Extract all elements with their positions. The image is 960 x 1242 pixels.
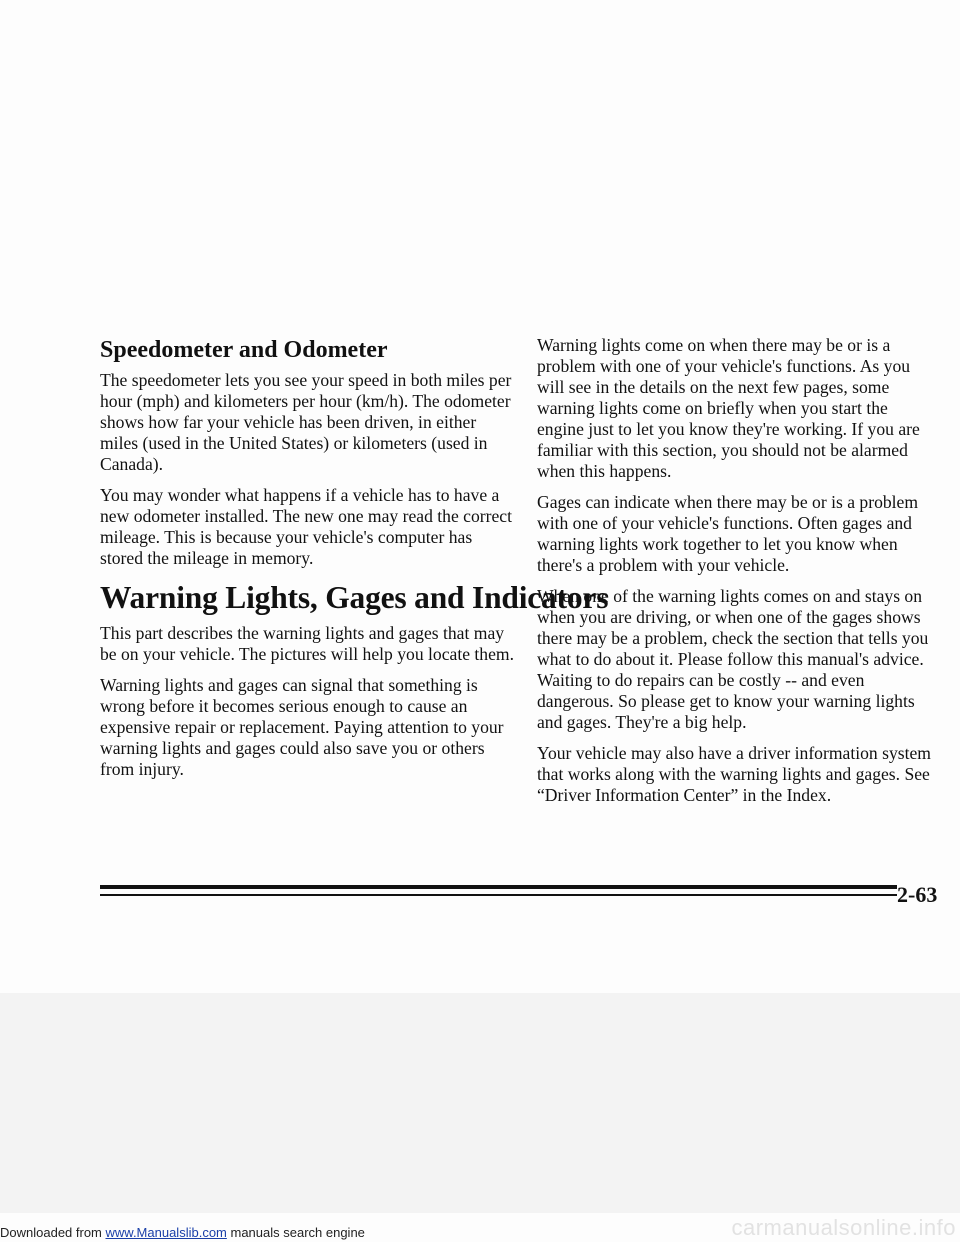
warning-paragraph-2: Warning lights and gages can signal that something is wrong before it becomes serious enough to cause an expensive repair or replacement. Paying attention to your warning lights and gages could also save you or others from injury.	[100, 675, 504, 779]
page-number: 2-63	[897, 882, 938, 907]
speedometer-heading: Speedometer and Odometer	[100, 337, 388, 363]
speedometer-paragraph-1: The speedometer lets you see your speed in both miles per hour (mph) and kilometers per hour (km/h). The odometer shows how far your vehicle has been driven, in either miles (used in the United States) or kilometers (used in Canada).	[100, 370, 512, 474]
manualslib-link[interactable]: www.Manualslib.com	[105, 1225, 227, 1240]
warning-paragraph-1: This part describes the warning lights and gages that may be on your vehicle. The pictures will help you locate them.	[100, 623, 514, 664]
left-column	[100, 335, 609, 790]
right-column	[537, 335, 932, 816]
watermark-text: carmanualsonline.info	[731, 1215, 956, 1240]
warning-lights-heading: Warning Lights, Gages and Indicators	[100, 580, 609, 615]
right-paragraph-4: Your vehicle may also have a driver information system that works along with the warning lights and gages. See “Driver Information Center” in the Index.	[537, 743, 931, 805]
footer-rule-thin	[100, 894, 897, 896]
right-paragraph-3: When one of the warning lights comes on and stays on when you are driving, or when one of the gages shows there may be a problem, check the section that tells you what to do about it. Please follow this manual's advice. Waiting to do repairs can be costly -- and even dangerous. So please get to know your warning lights and gages. They're a big help.	[537, 586, 929, 732]
footer-suffix: manuals search engine	[226, 1225, 365, 1240]
speedometer-paragraph-2: You may wonder what happens if a vehicle has to have a new odometer installed. The new one may read the correct mileage. This is because your vehicle's computer has stored the mileage in memory.	[100, 485, 512, 568]
scan-margin-band	[0, 993, 960, 1213]
footer-rule-thick	[100, 885, 897, 889]
right-paragraph-2: Gages can indicate when there may be or is a problem with one of your vehicle's functions. Often gages and warning lights work together to let you know when there's a problem with your vehicle.	[537, 492, 919, 575]
footer-prefix: Downloaded from	[0, 1225, 106, 1240]
right-paragraph-1: Warning lights come on when there may be or is a problem with one of your vehicle's functions. As you will see in the details on the next few pages, some warning lights come on briefly when you start the engine just to let you know they're working. If you are familiar with this section, you should not be alarmed when this happens.	[537, 335, 920, 481]
